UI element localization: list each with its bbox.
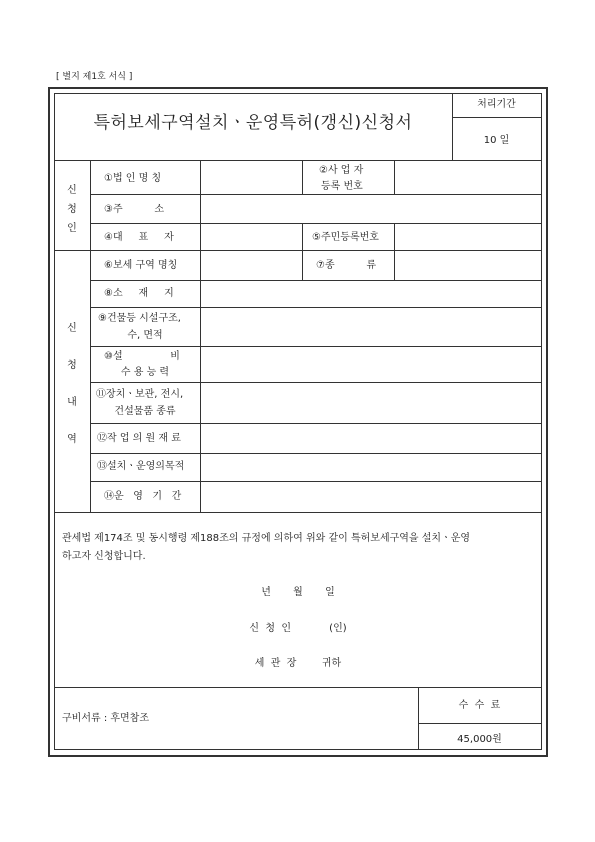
form-title: 특허보세구역설치ㆍ운영특허(갱신)신청서 bbox=[93, 113, 413, 133]
applicant-section-char-1: 신 bbox=[67, 185, 77, 196]
applicant-signature-line: 신 청 인 (인) bbox=[249, 623, 347, 634]
row-line-area bbox=[90, 280, 541, 281]
details-section-char-4: 역 bbox=[67, 434, 77, 445]
representative-label: ④대 표 자 bbox=[104, 232, 174, 243]
form-number-label: [ 별지 제1호 서식 ] bbox=[56, 72, 133, 82]
processing-period-label: 처리기간 bbox=[477, 99, 516, 110]
row-line-facility bbox=[90, 382, 541, 383]
inner-frame-right bbox=[541, 93, 542, 749]
details-bottom-line bbox=[54, 512, 541, 513]
biz-reg-divider-left bbox=[302, 160, 303, 194]
outer-border-right bbox=[546, 87, 548, 757]
outer-border-top bbox=[48, 87, 548, 89]
details-section-char-1: 신 bbox=[67, 323, 77, 334]
fee-row-line bbox=[418, 723, 541, 724]
biz-reg-divider-right bbox=[394, 160, 395, 194]
applicant-bottom-line bbox=[54, 250, 541, 251]
fee-amount: 45,000원 bbox=[457, 734, 502, 745]
row-line-building bbox=[90, 346, 541, 347]
biz-reg-label-line2: 등록 번호 bbox=[321, 181, 363, 192]
resident-no-label: ⑤주민등록번호 bbox=[312, 232, 379, 243]
statement-line-2: 하고자 신청합니다. bbox=[62, 551, 146, 562]
period-label: ⑭운 영 기 간 bbox=[104, 491, 182, 502]
kind-label: ⑦종 류 bbox=[316, 260, 377, 271]
outer-border-bottom bbox=[48, 755, 548, 757]
facility-label-line1: ⑩설 비 bbox=[104, 351, 180, 362]
location-label: ⑧소 재 지 bbox=[104, 288, 174, 299]
attachments-note: 구비서류 : 후면참조 bbox=[62, 713, 150, 724]
storage-label-line2: 건설물품 종류 bbox=[114, 406, 176, 417]
applicant-section-char-3: 인 bbox=[67, 223, 77, 234]
inner-frame-bottom bbox=[54, 749, 542, 750]
bottom-block-top-line bbox=[54, 687, 541, 688]
processing-row-line bbox=[452, 117, 541, 118]
resident-divider-left bbox=[302, 223, 303, 250]
statement-line-1: 관세법 제174조 및 동시행령 제188조의 규정에 의하여 위와 같이 특허보세구역을 설치ㆍ운영 bbox=[62, 533, 471, 544]
row-line-location bbox=[90, 307, 541, 308]
building-label-line2: 수, 면적 bbox=[127, 330, 163, 341]
corp-name-label: ①법 인 명 칭 bbox=[104, 173, 162, 184]
building-label-line1: ⑨건물등 시설구조, bbox=[98, 313, 181, 324]
date-line: 년 월 일 bbox=[261, 587, 335, 598]
addressee-line: 세 관 장 귀하 bbox=[254, 658, 342, 669]
title-bottom-line bbox=[54, 160, 541, 161]
resident-divider-right bbox=[394, 223, 395, 250]
biz-reg-label-line1: ②사 업 자 bbox=[319, 165, 364, 176]
fee-label: 수 수 료 bbox=[458, 700, 501, 711]
row-line-2 bbox=[90, 223, 541, 224]
applicant-section-char-2: 청 bbox=[67, 204, 77, 215]
row-line-1 bbox=[90, 194, 541, 195]
row-line-purpose bbox=[90, 481, 541, 482]
details-section-char-3: 내 bbox=[67, 397, 77, 408]
row-line-materials bbox=[90, 453, 541, 454]
kind-divider-left bbox=[302, 250, 303, 280]
outer-border-left bbox=[48, 87, 50, 757]
materials-label: ⑫작 업 의 원 재 료 bbox=[97, 433, 181, 444]
area-name-label: ⑥보세 구역 명칭 bbox=[104, 260, 178, 271]
processing-period-value: 10 일 bbox=[483, 135, 510, 146]
storage-label-line1: ⑪장치ㆍ보관, 전시, bbox=[96, 389, 184, 400]
label-column-line bbox=[200, 160, 201, 512]
facility-label-line2: 수 용 능 력 bbox=[120, 367, 170, 378]
purpose-label: ⑬설치ㆍ운영의목적 bbox=[97, 461, 185, 472]
details-section-char-2: 청 bbox=[67, 360, 77, 371]
inner-frame-top bbox=[54, 93, 542, 94]
kind-divider-right bbox=[394, 250, 395, 280]
row-line-storage bbox=[90, 423, 541, 424]
address-label: ③주 소 bbox=[104, 204, 165, 215]
